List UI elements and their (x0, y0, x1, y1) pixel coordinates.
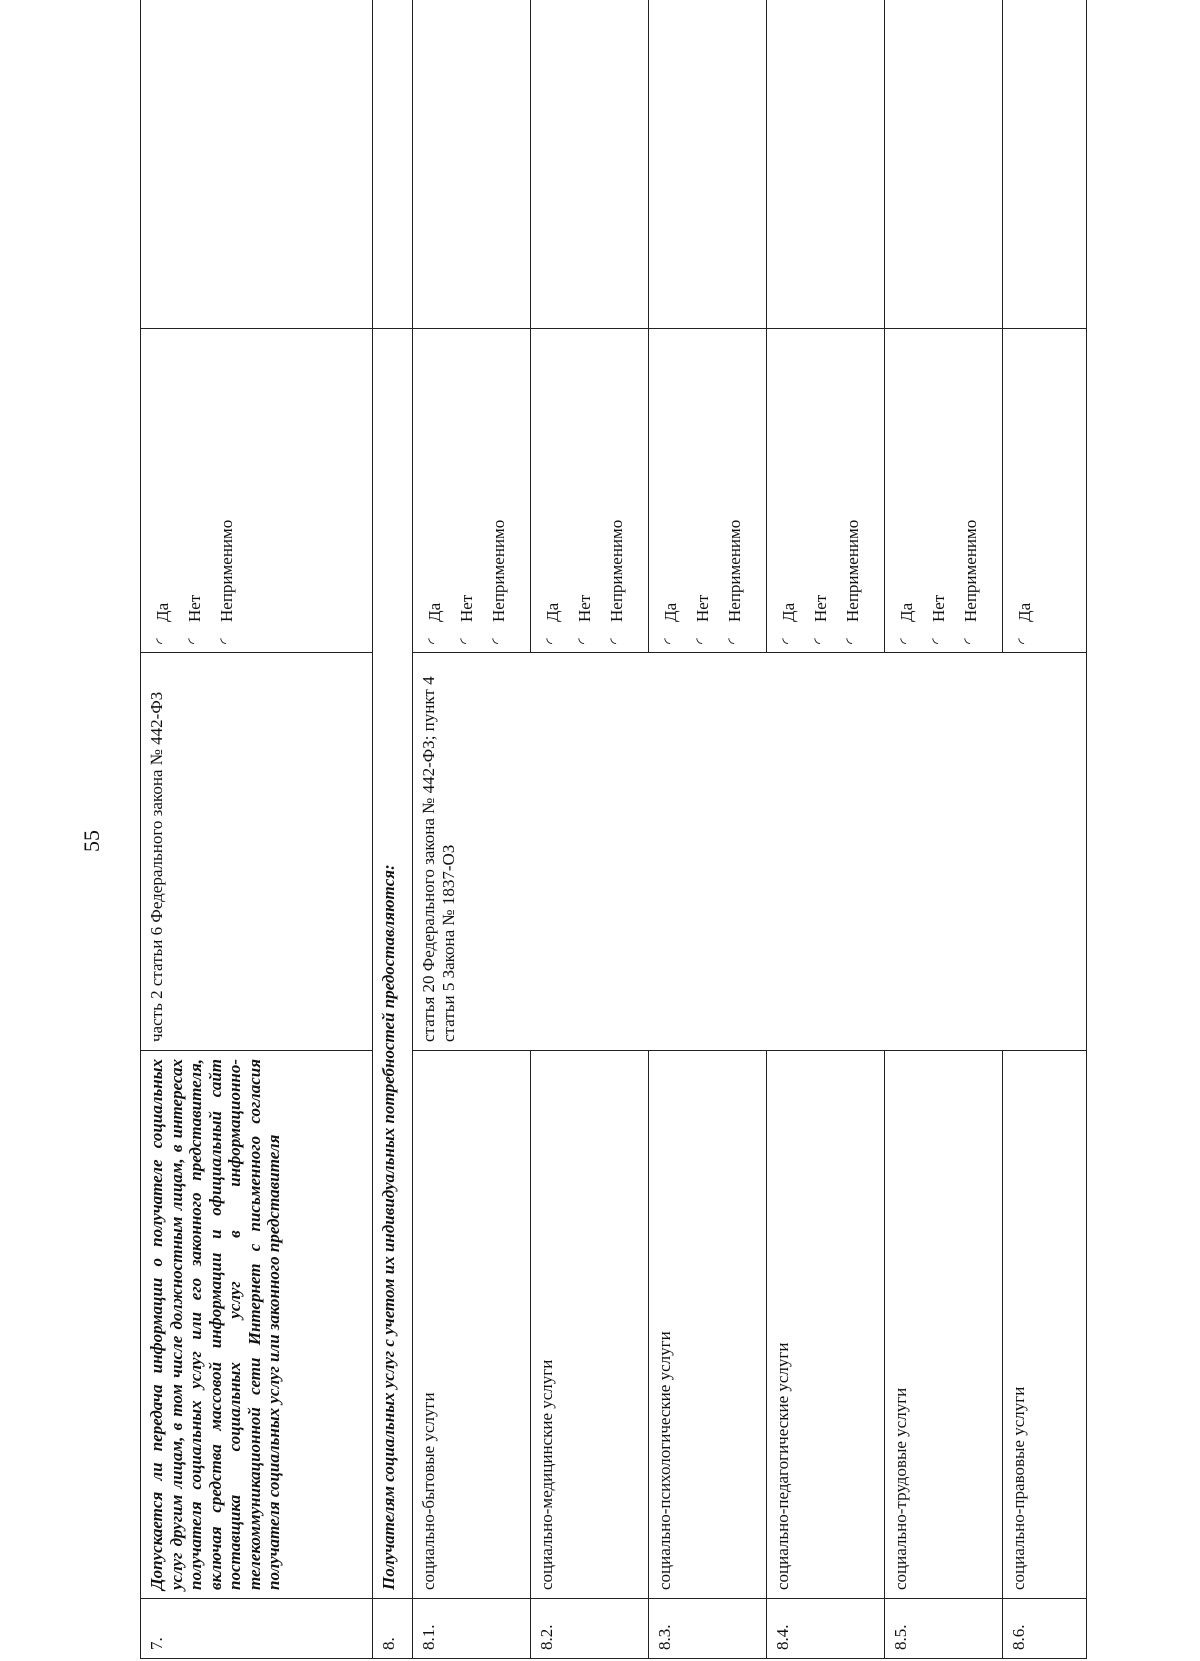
radio-icon[interactable]: ◜ (844, 638, 861, 644)
row-number: 7. (141, 1599, 373, 1659)
option-label: Да (425, 602, 445, 622)
option-label: Нет (457, 594, 477, 622)
option-yes[interactable] (891, 337, 923, 644)
option-yes[interactable] (537, 337, 569, 644)
radio-icon[interactable]: ◜ (544, 638, 561, 644)
option-label: Неприменимо (217, 519, 237, 622)
row-number: 8.2. (531, 1599, 649, 1659)
notes-cell (531, 0, 649, 329)
radio-icon[interactable]: ◜ (662, 638, 679, 644)
radio-icon[interactable]: ◜ (962, 638, 979, 644)
answer-options (767, 329, 885, 653)
radio-icon[interactable]: ◜ (576, 638, 593, 644)
table-row (373, 0, 413, 1659)
option-na[interactable] (483, 337, 515, 644)
option-no[interactable] (451, 337, 483, 644)
service-label: социально-психологические услуги (649, 1051, 767, 1599)
table-row (413, 0, 531, 1659)
answer-options (141, 329, 373, 653)
requirements-table (140, 0, 1087, 1659)
option-label: Нет (693, 594, 713, 622)
option-label: Да (543, 602, 563, 622)
option-label: Да (1015, 602, 1035, 622)
radio-icon[interactable]: ◜ (458, 638, 475, 644)
option-label: Неприменимо (961, 519, 981, 622)
question-text: Допускается ли передача информации о получателе социальных услуг другим лицам, в том числе должностным лицам, в интересах получателя социальных услуг или его законного представителя, включая средства массовой информации и официальный сайт поставщика социальных услуг в информационно-телекоммуникационной сети Интернет с письменного согласия получателя социальных услуг или законного представителя (141, 1051, 373, 1599)
option-yes[interactable] (147, 337, 179, 644)
law-reference: часть 2 статьи 6 Федерального закона № 442-ФЗ (141, 653, 373, 1051)
radio-icon[interactable]: ◜ (154, 638, 171, 644)
option-na[interactable] (837, 337, 869, 644)
notes-cell (373, 0, 413, 329)
option-no[interactable] (687, 337, 719, 644)
option-label: Неприменимо (489, 519, 509, 622)
service-label: социально-правовые услуги (1003, 1051, 1087, 1599)
radio-icon[interactable]: ◜ (490, 638, 507, 644)
option-label: Нет (185, 594, 205, 622)
service-label: социально-бытовые услуги (413, 1051, 531, 1599)
row-number: 8. (373, 1599, 413, 1659)
service-label: социально-медицинские услуги (531, 1051, 649, 1599)
radio-icon[interactable]: ◜ (1016, 638, 1033, 644)
option-label: Неприменимо (607, 519, 627, 622)
option-na[interactable] (719, 337, 751, 644)
row-number: 8.4. (767, 1599, 885, 1659)
rotated-table-sheet (140, 0, 1086, 1659)
option-yes[interactable] (419, 337, 451, 644)
answer-options (885, 329, 1003, 653)
option-label: Да (779, 602, 799, 622)
option-label: Неприменимо (843, 519, 863, 622)
radio-icon[interactable]: ◜ (694, 638, 711, 644)
row-number: 8.3. (649, 1599, 767, 1659)
radio-icon[interactable]: ◜ (218, 638, 235, 644)
table-row (141, 0, 373, 1659)
option-label: Да (661, 602, 681, 622)
row-number: 8.6. (1003, 1599, 1087, 1659)
law-reference: статья 20 Федерального закона № 442-ФЗ; пункт 4 статьи 5 Закона № 1837-ОЗ (413, 653, 1087, 1051)
notes-cell (141, 0, 373, 329)
option-no[interactable] (805, 337, 837, 644)
option-label: Неприменимо (725, 519, 745, 622)
answer-options (531, 329, 649, 653)
option-na[interactable] (211, 337, 243, 644)
answer-options (1003, 329, 1087, 653)
option-yes[interactable] (655, 337, 687, 644)
notes-cell (649, 0, 767, 329)
radio-icon[interactable]: ◜ (608, 638, 625, 644)
page-number: 55 (79, 830, 104, 852)
option-label: Да (153, 602, 173, 622)
answer-options (649, 329, 767, 653)
radio-icon[interactable]: ◜ (186, 638, 203, 644)
option-label: Да (897, 602, 917, 622)
option-label: Нет (575, 594, 595, 622)
radio-icon[interactable]: ◜ (780, 638, 797, 644)
option-yes[interactable] (1009, 337, 1041, 644)
option-yes[interactable] (773, 337, 805, 644)
notes-cell (885, 0, 1003, 329)
radio-icon[interactable]: ◜ (426, 638, 443, 644)
notes-cell (1003, 0, 1087, 329)
radio-icon[interactable]: ◜ (930, 638, 947, 644)
row-number: 8.5. (885, 1599, 1003, 1659)
radio-icon[interactable]: ◜ (812, 638, 829, 644)
option-no[interactable] (923, 337, 955, 644)
section-heading: Получателям социальных услуг с учетом их индивидуальных потребностей предоставляются: (373, 329, 413, 1599)
answer-options (413, 329, 531, 653)
notes-cell (767, 0, 885, 329)
radio-icon[interactable]: ◜ (898, 638, 915, 644)
service-label: социально-педагогические услуги (767, 1051, 885, 1599)
notes-cell (413, 0, 531, 329)
option-no[interactable] (569, 337, 601, 644)
row-number: 8.1. (413, 1599, 531, 1659)
radio-icon[interactable]: ◜ (726, 638, 743, 644)
service-label: социально-трудовые услуги (885, 1051, 1003, 1599)
option-no[interactable] (179, 337, 211, 644)
option-label: Нет (929, 594, 949, 622)
option-na[interactable] (955, 337, 987, 644)
option-na[interactable] (601, 337, 633, 644)
option-label: Нет (811, 594, 831, 622)
